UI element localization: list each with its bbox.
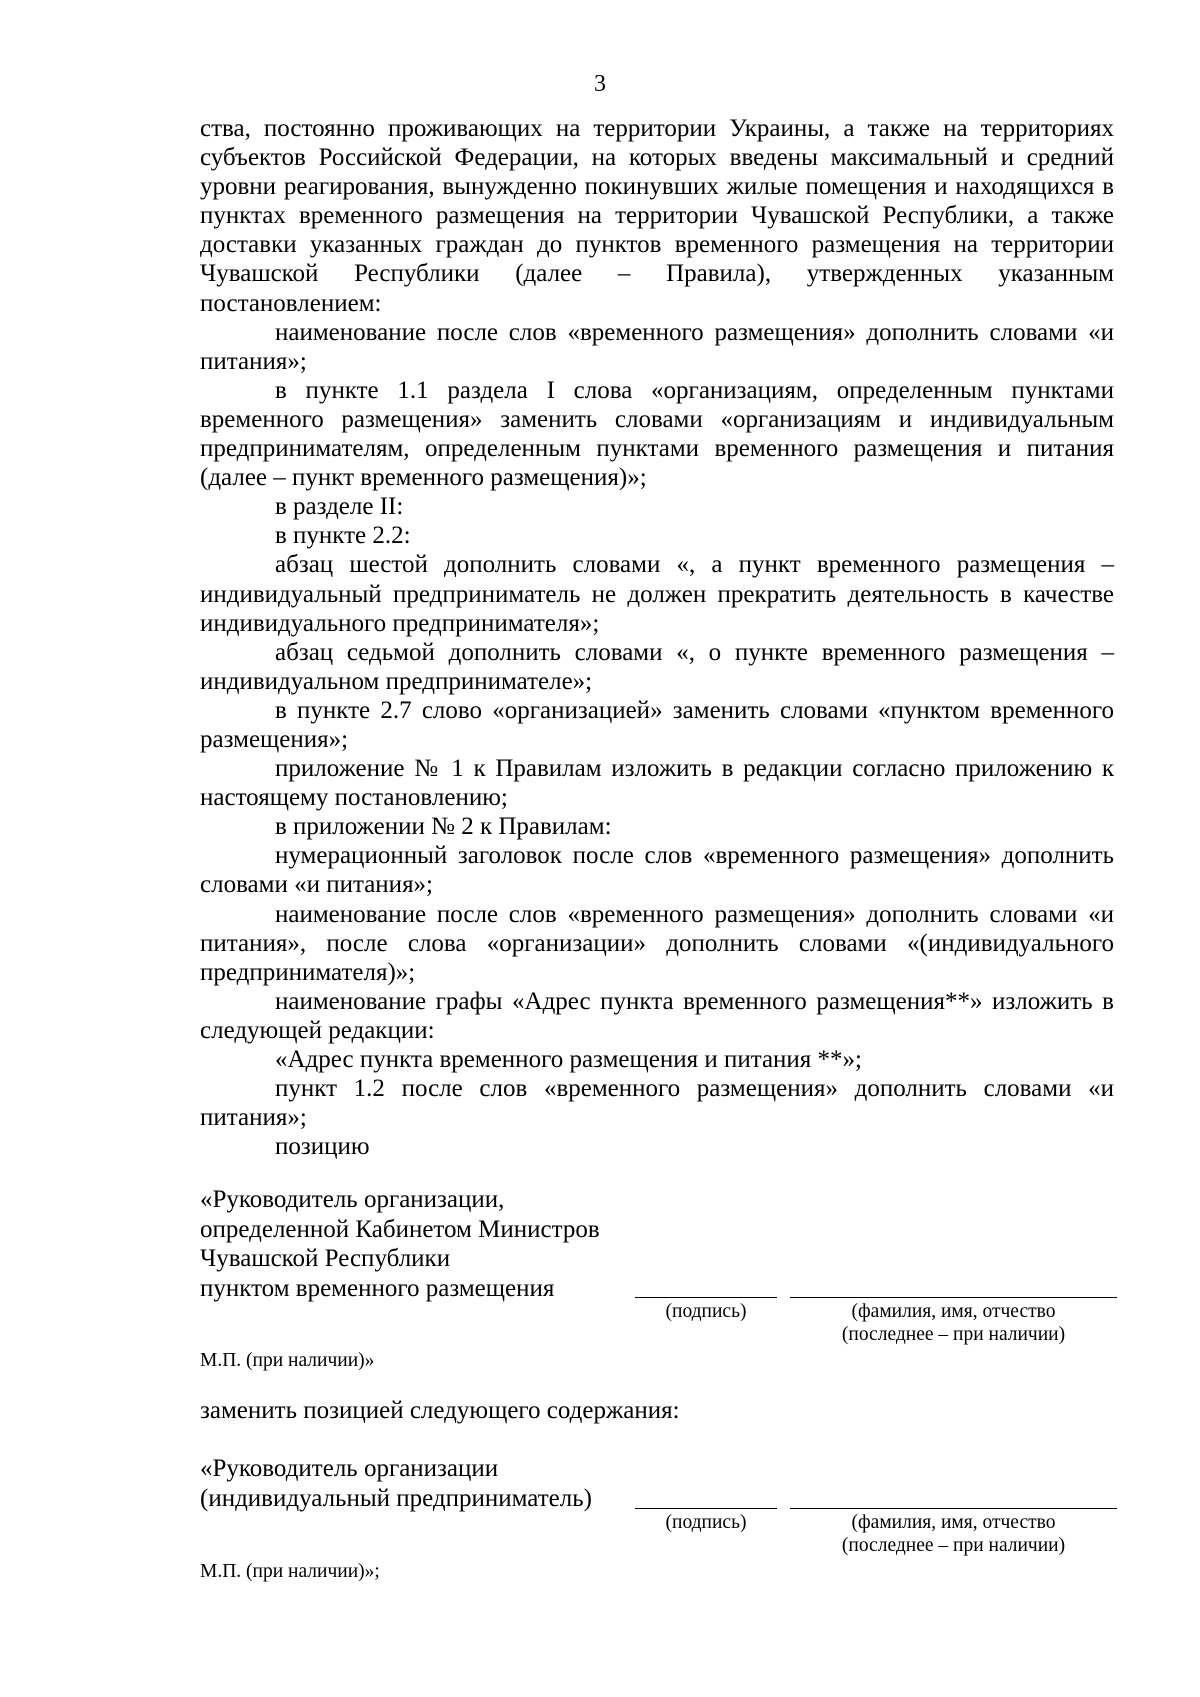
paragraph: абзац седьмой дополнить словами «, о пункте временного размещения – индивидуальном предпринимателе»; (200, 638, 1114, 695)
signer-title: «Руководитель организации, определенной Кабинетом Министров Чувашской Республики пунктом временного размещения (200, 1186, 600, 1302)
paragraph: в приложении № 2 к Правилам: (275, 813, 612, 841)
name-caption: (фамилия, имя, отчество (последнее – при наличии) (841, 1301, 1066, 1345)
paragraph: наименование после слов «временного размещения» дополнить словами «и питания», после слова «организации» дополнить словами «(индивидуального предпринимателя)»; (200, 900, 1114, 986)
paragraph: наименование после слов «временного размещения» дополнить словами «и питания»; (200, 318, 1114, 375)
paragraph: абзац шестой дополнить словами «, а пункт временного размещения – индивидуальный предприниматель не должен прекратить деятельность в качестве индивидуального предпринимателя»; (200, 551, 1114, 637)
stamp-placeholder: М.П. (при наличии)» (200, 1350, 375, 1371)
paragraph: в пункте 1.1 раздела I слова «организациям, определенным пунктами временного размещения» заменить словами «организациям и индивидуальным предпринимателям, определенным пунктами временного размещения и питания (далее – пункт временного размещения)»; (200, 376, 1114, 492)
paragraph: нумерационный заголовок после слов «временного размещения» дополнить словами «и питания»; (200, 842, 1114, 899)
name-line (790, 1508, 1117, 1509)
signature-line (635, 1297, 777, 1298)
signature-block-original (200, 1185, 1120, 1303)
signature-caption: (подпись) (665, 1512, 747, 1533)
paragraph: пункт 1.2 после слов «временного размещения» дополнить словами «и питания»; (200, 1075, 1114, 1132)
paragraph: приложение № 1 к Правилам изложить в редакции согласно приложению к настоящему постановлению; (200, 755, 1114, 812)
paragraph: наименование графы «Адрес пункта временного размещения**» изложить в следующей редакции: (200, 987, 1114, 1044)
body-text (200, 114, 1114, 1161)
paragraph: позицию (275, 1133, 370, 1161)
name-line (790, 1297, 1117, 1298)
signature-block-new (200, 1454, 1120, 1513)
signer-title: «Руководитель организации (индивидуальный предприниматель) (200, 1455, 592, 1512)
stamp-placeholder: М.П. (при наличии)»; (200, 1561, 380, 1582)
signature-caption: (подпись) (665, 1301, 747, 1322)
signature-line (635, 1508, 777, 1509)
replace-instruction: заменить позицией следующего содержания: (200, 1397, 680, 1424)
paragraph: в разделе II: (275, 493, 404, 521)
name-caption: (фамилия, имя, отчество (последнее – при наличии) (841, 1512, 1066, 1556)
paragraph: в пункте 2.7 слово «организацией» заменить словами «пунктом временного размещения»; (200, 696, 1114, 753)
paragraph: в пункте 2.2: (275, 522, 411, 550)
paragraph: ства, постоянно проживающих на территории Украины, а также на территориях субъектов Российской Федерации, на которых введены максимальный и средний уровни реагирования, вынужденно покинувших жилые помещения и находящихся в пунктах временного размещения на территории Чувашской Республики, а также доставки указанных граждан до пунктов временного размещения на территории Чувашской Республики (далее – Правила), утвержденных указанным постановлением: (200, 115, 1114, 317)
page-number: 3 (594, 71, 606, 97)
paragraph: «Адрес пункта временного размещения и питания **»; (275, 1046, 862, 1073)
